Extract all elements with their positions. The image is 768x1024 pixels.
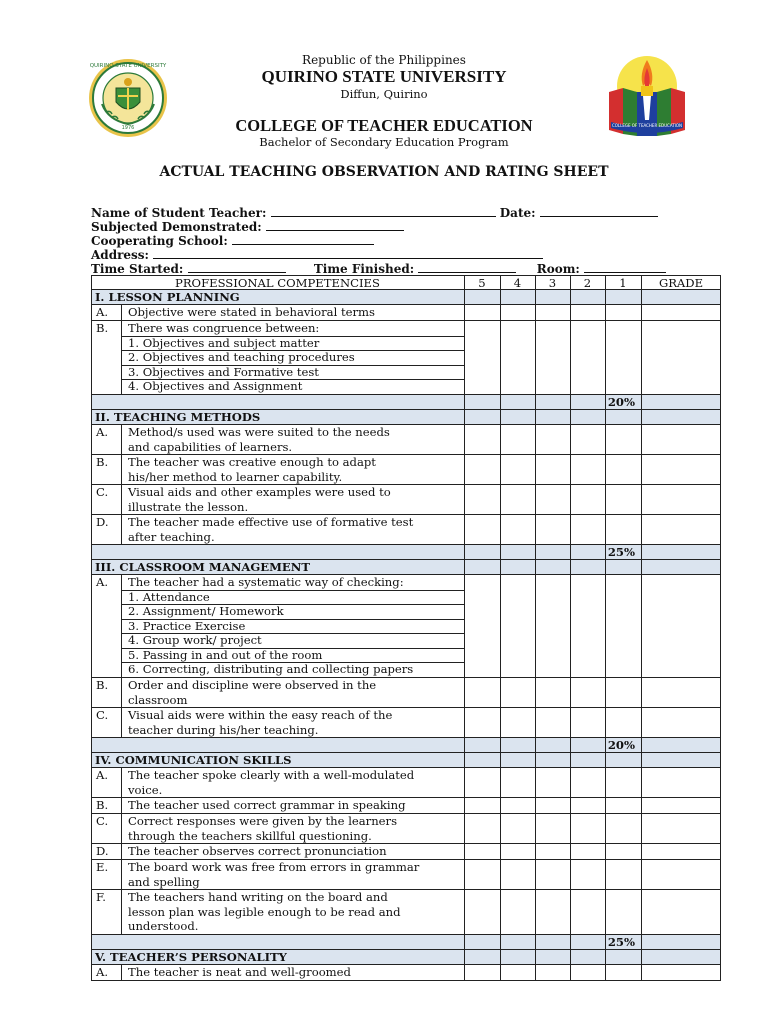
score-cell[interactable]	[570, 321, 605, 394]
item-text: The teacher had a systematic way of checking:	[128, 575, 404, 589]
subitem-text: 1. Objectives and subject matter	[128, 335, 320, 350]
section-cell	[500, 753, 535, 767]
section-weight: 20%	[607, 738, 635, 752]
score-cell[interactable]	[535, 798, 570, 813]
section-cell	[500, 560, 535, 574]
banner-text: COLLEGE OF TEACHER EDUCATION	[611, 123, 683, 128]
score-cell[interactable]	[570, 890, 605, 934]
item-letter: B.	[96, 455, 109, 469]
score-cell[interactable]	[535, 860, 570, 889]
label-time-finished: Time Finished:	[313, 262, 415, 276]
section-cell	[641, 290, 721, 304]
item-text: There was congruence between:	[128, 321, 320, 335]
section-cell	[500, 290, 535, 304]
section-cell	[641, 560, 721, 574]
label-school: Cooperating School:	[91, 234, 228, 248]
field-subjected	[91, 219, 404, 234]
score-cell[interactable]	[500, 860, 535, 889]
weight-row	[91, 395, 721, 410]
competency-row	[91, 425, 721, 455]
item-text: Order and discipline were observed in the	[128, 678, 377, 692]
score-cell[interactable]	[464, 890, 500, 934]
section-cell	[535, 290, 570, 304]
competency-row	[91, 575, 721, 678]
score-cell[interactable]	[605, 321, 641, 394]
score-cell[interactable]	[605, 708, 641, 737]
score-cell[interactable]	[535, 321, 570, 394]
weight-cell	[535, 395, 570, 409]
input-address[interactable]	[153, 247, 543, 259]
score-cell[interactable]	[641, 485, 721, 514]
weight-cell	[464, 935, 500, 949]
item-text: voice.	[128, 782, 163, 797]
score-cell[interactable]	[500, 814, 535, 843]
item-letter: A.	[96, 965, 109, 979]
weight-cell	[464, 738, 500, 752]
subitem-text: 1. Attendance	[128, 589, 210, 604]
score-cell[interactable]	[535, 965, 570, 980]
score-cell[interactable]	[570, 485, 605, 514]
score-cell[interactable]	[500, 485, 535, 514]
input-school[interactable]	[232, 233, 374, 245]
item-text: The teacher used correct grammar in speaking	[128, 798, 406, 812]
item-text: and spelling	[128, 874, 200, 889]
competency-row	[91, 798, 721, 814]
item-text: classroom	[128, 692, 188, 707]
sheet-title: ACTUAL TEACHING OBSERVATION AND RATING SHEET	[159, 164, 609, 180]
score-cell[interactable]	[605, 965, 641, 980]
letter-divider	[121, 321, 122, 394]
section-cell	[570, 410, 605, 424]
letter-divider	[121, 798, 122, 813]
label-student-teacher: Name of Student Teacher:	[91, 206, 267, 220]
score-cell[interactable]	[570, 798, 605, 813]
column-header-score: 2	[583, 276, 592, 290]
letter-divider	[121, 965, 122, 980]
score-cell[interactable]	[605, 515, 641, 544]
item-text: The teacher spoke clearly with a well-modulated	[128, 768, 415, 782]
score-cell[interactable]	[535, 768, 570, 797]
item-letter: F.	[96, 890, 106, 904]
section-cell	[605, 290, 641, 304]
score-cell[interactable]	[500, 305, 535, 320]
seal-year: 1976	[121, 125, 135, 131]
competency-row	[91, 708, 721, 738]
column-header-competencies: PROFESSIONAL COMPETENCIES	[175, 276, 380, 290]
score-cell[interactable]	[464, 798, 500, 813]
score-cell[interactable]	[535, 844, 570, 859]
weight-cell	[535, 738, 570, 752]
label-room: Room:	[536, 262, 580, 276]
item-text: Correct responses were given by the learners	[128, 814, 398, 828]
weight-row	[91, 545, 721, 560]
section-title-row	[91, 410, 721, 425]
item-text: lesson plan was legible enough to be read and	[128, 904, 401, 919]
letter-divider	[121, 814, 122, 843]
score-cell[interactable]	[535, 305, 570, 320]
letter-divider	[121, 860, 122, 889]
section-cell	[464, 410, 500, 424]
subitem-text: 4. Objectives and Assignment	[128, 379, 303, 393]
column-header-score: 4	[513, 276, 522, 290]
section-cell	[605, 950, 641, 964]
score-cell[interactable]	[570, 305, 605, 320]
score-cell[interactable]	[605, 860, 641, 889]
letter-divider	[121, 455, 122, 484]
score-cell[interactable]	[464, 860, 500, 889]
score-cell[interactable]	[500, 515, 535, 544]
score-cell[interactable]	[464, 678, 500, 707]
item-letter: A.	[96, 305, 109, 319]
score-cell[interactable]	[464, 844, 500, 859]
score-cell[interactable]	[464, 708, 500, 737]
label-time-started: Time Started:	[91, 262, 184, 276]
college-torch-logo	[603, 52, 691, 138]
subitem-text: 4. Group work/ project	[128, 633, 262, 647]
item-text: through the teachers skillful questioning.	[128, 828, 372, 843]
score-cell[interactable]	[464, 485, 500, 514]
field-student-teacher	[91, 205, 658, 220]
weight-cell	[500, 395, 535, 409]
item-text: and capabilities of learners.	[128, 439, 293, 454]
section-cell	[500, 950, 535, 964]
score-cell[interactable]	[605, 798, 641, 813]
input-date[interactable]	[540, 205, 658, 217]
header-location: Diffun, Quirino	[340, 87, 428, 101]
item-text: The teacher observes correct pronunciation	[128, 844, 387, 858]
section-cell	[464, 560, 500, 574]
score-cell[interactable]	[500, 455, 535, 484]
competency-row	[91, 814, 721, 844]
score-cell[interactable]	[641, 814, 721, 843]
item-text: illustrate the lesson.	[128, 499, 249, 514]
score-cell[interactable]	[500, 844, 535, 859]
item-letter: E.	[96, 860, 109, 874]
section-title-row	[91, 560, 721, 575]
item-letter: A.	[96, 425, 109, 439]
item-letter: C.	[96, 708, 109, 722]
score-cell[interactable]	[641, 844, 721, 859]
letter-divider	[121, 485, 122, 514]
item-letter: B.	[96, 678, 109, 692]
score-cell[interactable]	[605, 890, 641, 934]
score-cell[interactable]	[500, 798, 535, 813]
score-cell[interactable]	[500, 890, 535, 934]
score-cell[interactable]	[535, 678, 570, 707]
section-weight: 20%	[607, 395, 635, 409]
section-cell	[535, 410, 570, 424]
score-cell[interactable]	[605, 425, 641, 454]
score-cell[interactable]	[535, 890, 570, 934]
item-letter: D.	[96, 844, 109, 858]
item-text: Method/s used was were suited to the needs	[128, 425, 390, 439]
item-text: The teacher was creative enough to adapt	[128, 455, 376, 469]
score-cell[interactable]	[641, 305, 721, 320]
item-letter: B.	[96, 321, 109, 335]
weight-cell	[464, 545, 500, 559]
score-cell[interactable]	[570, 844, 605, 859]
letter-divider	[121, 844, 122, 859]
rating-table	[91, 275, 721, 981]
section-cell	[641, 410, 721, 424]
weight-cell	[641, 395, 721, 409]
score-cell[interactable]	[641, 425, 721, 454]
item-letter: D.	[96, 515, 109, 529]
item-letter: C.	[96, 485, 109, 499]
score-cell[interactable]	[464, 515, 500, 544]
score-cell[interactable]	[641, 678, 721, 707]
item-text: The teacher is neat and well-groomed	[128, 965, 351, 979]
score-cell[interactable]	[570, 814, 605, 843]
weight-cell	[641, 738, 721, 752]
score-cell[interactable]	[500, 678, 535, 707]
header-program: Bachelor of Secondary Education Program	[259, 135, 509, 149]
score-cell[interactable]	[535, 425, 570, 454]
score-cell[interactable]	[641, 321, 721, 394]
score-cell[interactable]	[464, 455, 500, 484]
label-subjected: Subjected Demonstrated:	[91, 220, 262, 234]
score-cell[interactable]	[605, 455, 641, 484]
section-cell	[570, 560, 605, 574]
competency-row	[91, 515, 721, 545]
input-time-finished[interactable]	[418, 261, 516, 273]
item-text: The board work was free from errors in grammar	[128, 860, 420, 874]
section-title: III. CLASSROOM MANAGEMENT	[95, 560, 310, 574]
score-cell[interactable]	[464, 814, 500, 843]
section-title: II. TEACHING METHODS	[95, 410, 261, 424]
section-cell	[535, 560, 570, 574]
section-weight: 25%	[607, 935, 635, 949]
score-cell[interactable]	[570, 965, 605, 980]
weight-cell	[500, 935, 535, 949]
subitem-text: 5. Passing in and out of the room	[128, 647, 323, 662]
weight-row	[91, 935, 721, 950]
section-title: V. TEACHER’S PERSONALITY	[95, 950, 287, 964]
score-cell[interactable]	[641, 515, 721, 544]
weight-cell	[641, 545, 721, 559]
section-cell	[641, 950, 721, 964]
score-cell[interactable]	[464, 575, 500, 677]
score-cell[interactable]	[570, 515, 605, 544]
field-school	[91, 233, 374, 248]
score-cell[interactable]	[570, 575, 605, 677]
item-text: The teachers hand writing on the board and	[128, 890, 388, 904]
section-title: I. LESSON PLANNING	[95, 290, 240, 304]
score-cell[interactable]	[464, 768, 500, 797]
score-cell[interactable]	[605, 305, 641, 320]
competency-row	[91, 485, 721, 515]
seal-text: QUIRINO STATE UNIVERSITY	[89, 63, 167, 69]
section-title-row	[91, 753, 721, 768]
item-letter: B.	[96, 798, 109, 812]
score-cell[interactable]	[570, 708, 605, 737]
competency-row	[91, 321, 721, 395]
score-cell[interactable]	[500, 708, 535, 737]
letter-divider	[121, 890, 122, 934]
item-text: after teaching.	[128, 529, 215, 544]
subitem-text: 6. Correcting, distributing and collecting papers	[128, 662, 414, 676]
score-cell[interactable]	[464, 425, 500, 454]
section-cell	[641, 753, 721, 767]
score-cell[interactable]	[464, 321, 500, 394]
score-cell[interactable]	[500, 768, 535, 797]
weight-cell	[535, 545, 570, 559]
column-header-score: 1	[619, 276, 627, 290]
section-cell	[464, 290, 500, 304]
score-cell[interactable]	[535, 575, 570, 677]
label-date: Date:	[499, 206, 536, 220]
item-letter: A.	[96, 768, 109, 782]
section-cell	[605, 753, 641, 767]
item-text: Objective were stated in behavioral terms	[128, 305, 375, 319]
item-text: Visual aids and other examples were used to	[128, 485, 391, 499]
label-address: Address:	[91, 248, 149, 262]
score-cell[interactable]	[570, 425, 605, 454]
score-cell[interactable]	[570, 455, 605, 484]
score-cell[interactable]	[500, 965, 535, 980]
subitem-text: 2. Assignment/ Homework	[128, 604, 284, 618]
weight-cell	[535, 935, 570, 949]
score-cell[interactable]	[500, 321, 535, 394]
item-text: his/her method to learner capability.	[128, 469, 343, 484]
competency-row	[91, 305, 721, 321]
letter-divider	[121, 768, 122, 797]
score-cell[interactable]	[605, 678, 641, 707]
score-cell[interactable]	[535, 485, 570, 514]
score-cell[interactable]	[641, 768, 721, 797]
university-seal-logo	[88, 58, 168, 138]
section-cell	[535, 753, 570, 767]
field-address	[91, 247, 543, 262]
section-cell	[535, 950, 570, 964]
score-cell[interactable]	[535, 455, 570, 484]
section-title-row	[91, 290, 721, 305]
item-letter: C.	[96, 814, 109, 828]
score-cell[interactable]	[605, 814, 641, 843]
item-letter: A.	[96, 575, 109, 589]
item-text: Visual aids were within the easy reach of the	[128, 708, 393, 722]
competency-row	[91, 965, 721, 981]
score-cell[interactable]	[500, 575, 535, 677]
weight-cell	[464, 395, 500, 409]
header-republic: Republic of the Philippines	[302, 53, 466, 67]
section-cell	[605, 560, 641, 574]
score-cell[interactable]	[641, 965, 721, 980]
letter-divider	[121, 305, 122, 320]
section-cell	[500, 410, 535, 424]
section-cell	[464, 753, 500, 767]
competency-row	[91, 860, 721, 890]
score-cell[interactable]	[570, 860, 605, 889]
competency-row	[91, 678, 721, 708]
competency-row	[91, 768, 721, 798]
field-time	[91, 261, 666, 276]
section-title-row	[91, 950, 721, 965]
score-cell[interactable]	[535, 708, 570, 737]
score-cell[interactable]	[535, 814, 570, 843]
score-cell[interactable]	[641, 708, 721, 737]
score-cell[interactable]	[605, 768, 641, 797]
score-cell[interactable]	[605, 844, 641, 859]
section-cell	[464, 950, 500, 964]
section-weight: 25%	[607, 545, 635, 559]
weight-cell	[500, 738, 535, 752]
score-cell[interactable]	[605, 485, 641, 514]
score-cell[interactable]	[641, 890, 721, 934]
letter-divider	[121, 515, 122, 544]
item-text: understood.	[128, 919, 199, 933]
competency-row	[91, 844, 721, 860]
header-college: COLLEGE OF TEACHER EDUCATION	[235, 116, 533, 135]
score-cell[interactable]	[570, 678, 605, 707]
subitem-text: 2. Objectives and teaching procedures	[128, 350, 355, 364]
weight-row	[91, 738, 721, 753]
letter-divider	[121, 708, 122, 737]
input-student-teacher[interactable]	[271, 205, 496, 217]
score-cell[interactable]	[641, 860, 721, 889]
subitem-text: 3. Practice Exercise	[128, 618, 246, 633]
subitem-text: 3. Objectives and Formative test	[128, 364, 319, 379]
input-room[interactable]	[584, 261, 666, 273]
score-cell[interactable]	[605, 575, 641, 677]
section-cell	[570, 753, 605, 767]
score-cell[interactable]	[641, 798, 721, 813]
score-cell[interactable]	[464, 305, 500, 320]
weight-cell	[500, 545, 535, 559]
column-header-score: 3	[548, 276, 557, 290]
table-header-row	[91, 275, 721, 290]
item-text: The teacher made effective use of formative test	[128, 515, 414, 529]
score-cell[interactable]	[500, 425, 535, 454]
header-university: QUIRINO STATE UNIVERSITY	[261, 67, 507, 86]
column-header-score: 5	[478, 276, 486, 290]
weight-cell	[641, 935, 721, 949]
item-text: teacher during his/her teaching.	[128, 722, 319, 737]
score-cell[interactable]	[641, 455, 721, 484]
competency-row	[91, 455, 721, 485]
section-cell	[605, 410, 641, 424]
input-subjected[interactable]	[266, 219, 404, 231]
column-header-grade: GRADE	[658, 276, 704, 290]
score-cell[interactable]	[535, 515, 570, 544]
input-time-started[interactable]	[188, 261, 286, 273]
competency-row	[91, 890, 721, 935]
letter-divider	[121, 425, 122, 454]
score-cell[interactable]	[570, 768, 605, 797]
score-cell[interactable]	[641, 575, 721, 677]
section-title: IV. COMMUNICATION SKILLS	[95, 753, 292, 767]
score-cell[interactable]	[464, 965, 500, 980]
section-cell	[570, 950, 605, 964]
section-cell	[570, 290, 605, 304]
letter-divider	[121, 678, 122, 707]
